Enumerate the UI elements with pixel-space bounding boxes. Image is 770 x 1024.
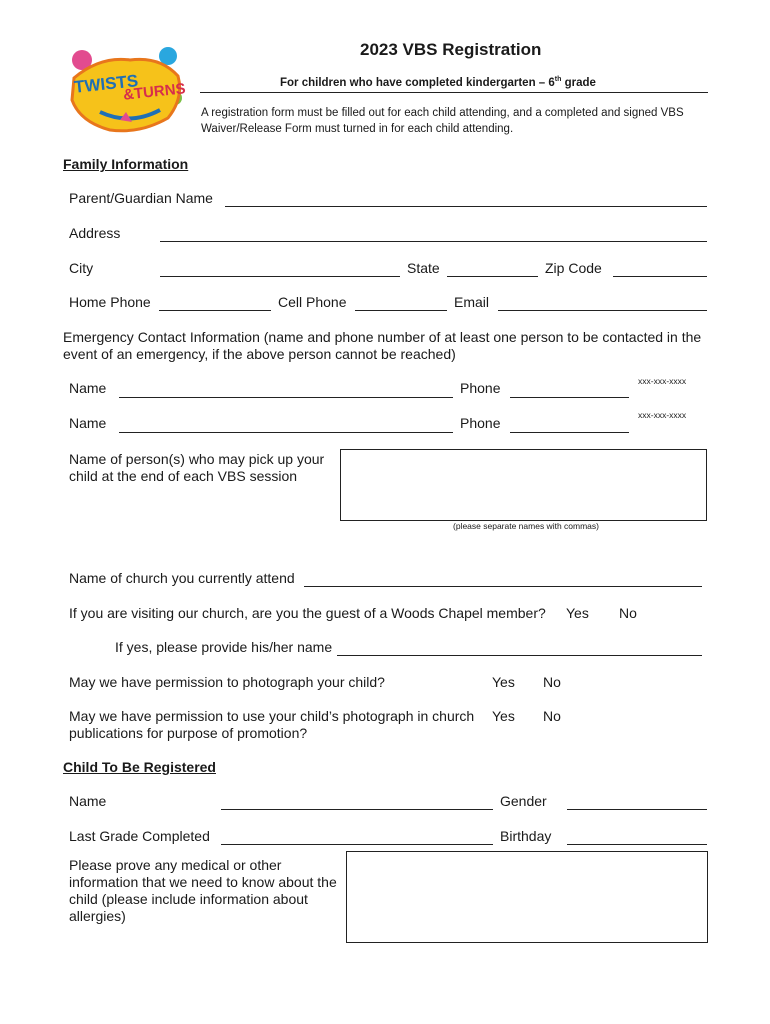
intro-text: A registration form must be filled out for each child attending, and a completed and signed VBS Waiver/Release Form must turned in for each child attending. (201, 107, 684, 135)
header-rule (200, 92, 708, 93)
gender-label: Gender (500, 793, 547, 809)
address-label: Address (69, 225, 121, 241)
child-heading: Child To Be Registered (63, 759, 216, 775)
phone-format-hint-1: xxx-xxx-xxxx (638, 376, 687, 386)
church-label: Name of church you currently attend (69, 570, 295, 586)
form-subtitle (280, 76, 596, 89)
emergency-name-1-field[interactable] (119, 397, 453, 398)
family-info-heading: Family Information (63, 156, 189, 172)
form-title: 2023 VBS Registration (360, 40, 542, 59)
svg-text:&TURNS: &TURNS (122, 80, 187, 104)
subtitle-end: grade (561, 76, 596, 89)
church-field[interactable] (304, 586, 702, 587)
city-field[interactable] (160, 276, 400, 277)
guest-member-name-label: If yes, please provide his/her name (115, 639, 333, 655)
city-label: City (69, 260, 94, 276)
pickup-persons-label: Name of person(s) who may pick up your child at the end of each VBS session (69, 451, 325, 484)
last-grade-field[interactable] (221, 844, 493, 845)
photo-no-option[interactable]: No (543, 674, 561, 690)
gender-field[interactable] (567, 809, 707, 810)
address-field[interactable] (160, 241, 707, 242)
email-label: Email (454, 294, 490, 310)
guest-question: If you are visiting our church, are you the guest of a Woods Chapel member? (69, 605, 546, 621)
medical-info-box[interactable] (346, 851, 708, 943)
subtitle-superscript: th (554, 76, 562, 83)
emergency-phone-2-field[interactable] (510, 432, 629, 433)
emergency-name-2-label: Name (69, 415, 107, 431)
pickup-persons-box[interactable] (340, 449, 707, 521)
email-field[interactable] (498, 310, 707, 311)
cell-phone-label: Cell Phone (278, 294, 347, 310)
phone-format-hint-2: xxx-xxx-xxxx (638, 410, 687, 420)
subtitle-main: For children who have completed kindergarten – 6 (280, 76, 555, 89)
publish-permission-question: May we have permission to use your child’s photograph in church publications for purpose of promotion? (69, 708, 475, 741)
emergency-phone-1-field[interactable] (510, 397, 629, 398)
photo-permission-question: May we have permission to photograph your child? (69, 674, 385, 690)
publish-no-option[interactable]: No (543, 708, 561, 724)
guest-member-name-field[interactable] (337, 655, 702, 656)
emergency-contact-text: Emergency Contact Information (name and phone number of at least one person to be contacted in the event of an emergency, if the above person cannot be reached) (63, 329, 702, 362)
birthday-field[interactable] (567, 844, 707, 845)
last-grade-label: Last Grade Completed (69, 828, 210, 844)
publish-yes-option[interactable]: Yes (492, 708, 515, 724)
child-name-field[interactable] (221, 809, 493, 810)
pickup-persons-hint: (please separate names with commas) (453, 521, 599, 531)
emergency-name-1-label: Name (69, 380, 107, 396)
emergency-phone-2-label: Phone (460, 415, 501, 431)
emergency-phone-1-label: Phone (460, 380, 501, 396)
twists-and-turns-logo (60, 38, 190, 138)
parent-name-label: Parent/Guardian Name (69, 190, 213, 206)
birthday-label: Birthday (500, 828, 552, 844)
parent-name-field[interactable] (225, 206, 707, 207)
guest-yes-option[interactable]: Yes (566, 605, 589, 621)
guest-no-option[interactable]: No (619, 605, 637, 621)
svg-text:TWISTS: TWISTS (73, 71, 140, 97)
child-name-label: Name (69, 793, 107, 809)
zip-field[interactable] (613, 276, 707, 277)
home-phone-field[interactable] (159, 310, 271, 311)
zip-label: Zip Code (545, 260, 602, 276)
state-label: State (407, 260, 440, 276)
home-phone-label: Home Phone (69, 294, 151, 310)
photo-yes-option[interactable]: Yes (492, 674, 515, 690)
cell-phone-field[interactable] (355, 310, 447, 311)
state-field[interactable] (447, 276, 538, 277)
medical-info-label: Please prove any medical or other information that we need to know about the child (please include information about allergies) (69, 857, 337, 924)
emergency-name-2-field[interactable] (119, 432, 453, 433)
